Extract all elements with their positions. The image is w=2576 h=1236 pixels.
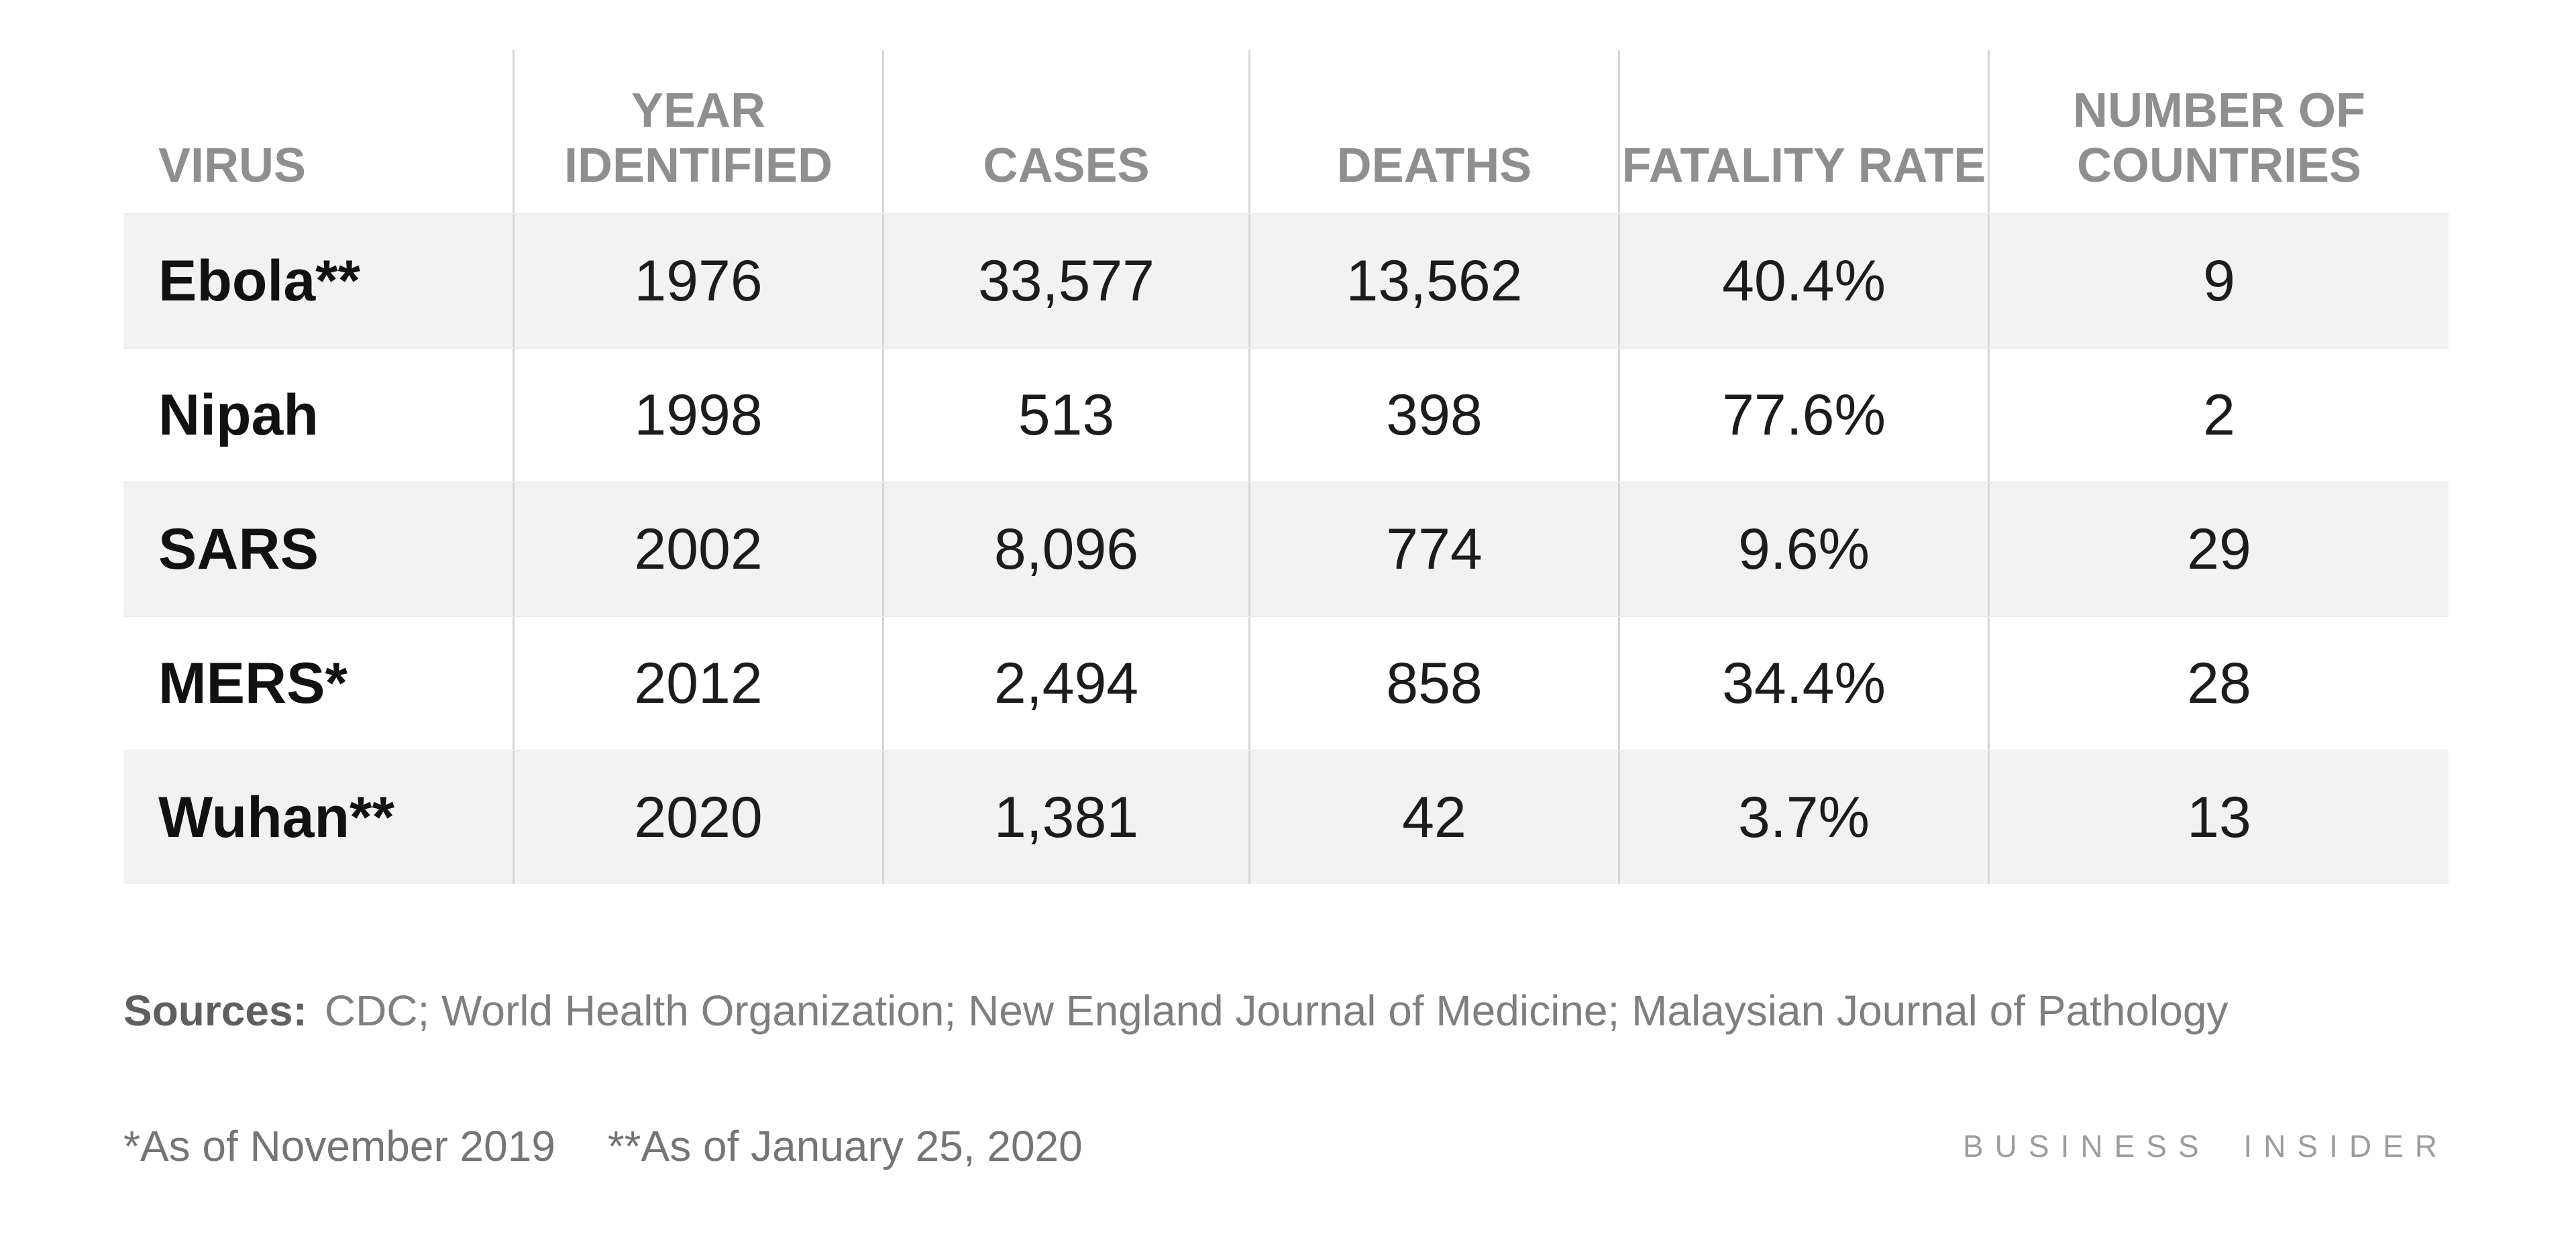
cell-year-identified: 1998 [513, 349, 882, 482]
column-header-label: CASES [983, 138, 1150, 192]
sources-label: Sources: [123, 987, 307, 1035]
column-header-year-identified [513, 50, 882, 213]
column-header-number-of-countries [1988, 50, 2449, 213]
column-header-label: FATALITY RATE [1621, 138, 1986, 192]
cell-year-identified: 2012 [513, 617, 882, 750]
cell-virus: Wuhan** [158, 785, 394, 850]
table-row-mers [123, 616, 2449, 750]
table-row-nipah [123, 347, 2449, 482]
sources-line [123, 986, 2449, 1035]
cell-deaths: 13,562 [1248, 215, 1618, 347]
cell-year-identified: 2020 [513, 751, 882, 884]
cell-number-of-countries: 28 [1988, 617, 2449, 750]
footnote-as-of-november-2019: *As of November 2019 [123, 1122, 555, 1170]
cell-number-of-countries: 9 [1988, 215, 2449, 347]
table-header-row [123, 50, 2449, 213]
cell-virus: SARS [158, 516, 319, 581]
cell-cases: 2,494 [882, 617, 1248, 750]
cell-fatality-rate: 77.6% [1618, 349, 1988, 482]
column-header-label: NUMBER OF COUNTRIES [2073, 84, 2365, 192]
cell-cases: 1,381 [882, 751, 1248, 884]
cell-cases: 8,096 [882, 483, 1248, 616]
cell-virus: Ebola** [158, 248, 361, 313]
table-row-sars [123, 482, 2449, 616]
table-row-wuhan [123, 750, 2449, 884]
column-header-fatality-rate [1618, 50, 1988, 213]
cell-year-identified: 2002 [513, 483, 882, 616]
column-header-label: VIRUS [158, 138, 307, 192]
cell-cases: 33,577 [882, 215, 1248, 347]
column-header-virus [123, 50, 513, 213]
infographic-canvas [123, 50, 2449, 1171]
cell-fatality-rate: 9.6% [1618, 483, 1988, 616]
cell-fatality-rate: 3.7% [1618, 751, 1988, 884]
footnotes [123, 1121, 1083, 1171]
business-insider-logo: BUSINESS INSIDER [1963, 1129, 2449, 1164]
cell-year-identified: 1976 [513, 215, 882, 347]
cell-number-of-countries: 2 [1988, 349, 2449, 482]
virus-comparison-table [123, 50, 2449, 884]
cell-fatality-rate: 34.4% [1618, 617, 1988, 750]
cell-virus: MERS* [158, 651, 347, 716]
cell-deaths: 398 [1248, 349, 1618, 482]
table-row-ebola [123, 213, 2449, 347]
column-header-label: YEAR IDENTIFIED [564, 84, 833, 192]
cell-deaths: 774 [1248, 483, 1618, 616]
footer-line [123, 1121, 2449, 1171]
cell-deaths: 858 [1248, 617, 1618, 750]
cell-cases: 513 [882, 349, 1248, 482]
sources-text: CDC; World Health Organization; New England Journal of Medicine; Malaysian Journal of Pathology [324, 987, 2229, 1035]
column-header-label: DEATHS [1336, 138, 1532, 192]
cell-fatality-rate: 40.4% [1618, 215, 1988, 347]
column-header-deaths [1248, 50, 1618, 213]
cell-number-of-countries: 13 [1988, 751, 2449, 884]
column-header-cases [882, 50, 1248, 213]
footnote-as-of-january-25-2020: **As of January 25, 2020 [607, 1122, 1083, 1170]
cell-virus: Nipah [158, 382, 319, 447]
cell-deaths: 42 [1248, 751, 1618, 884]
cell-number-of-countries: 29 [1988, 483, 2449, 616]
